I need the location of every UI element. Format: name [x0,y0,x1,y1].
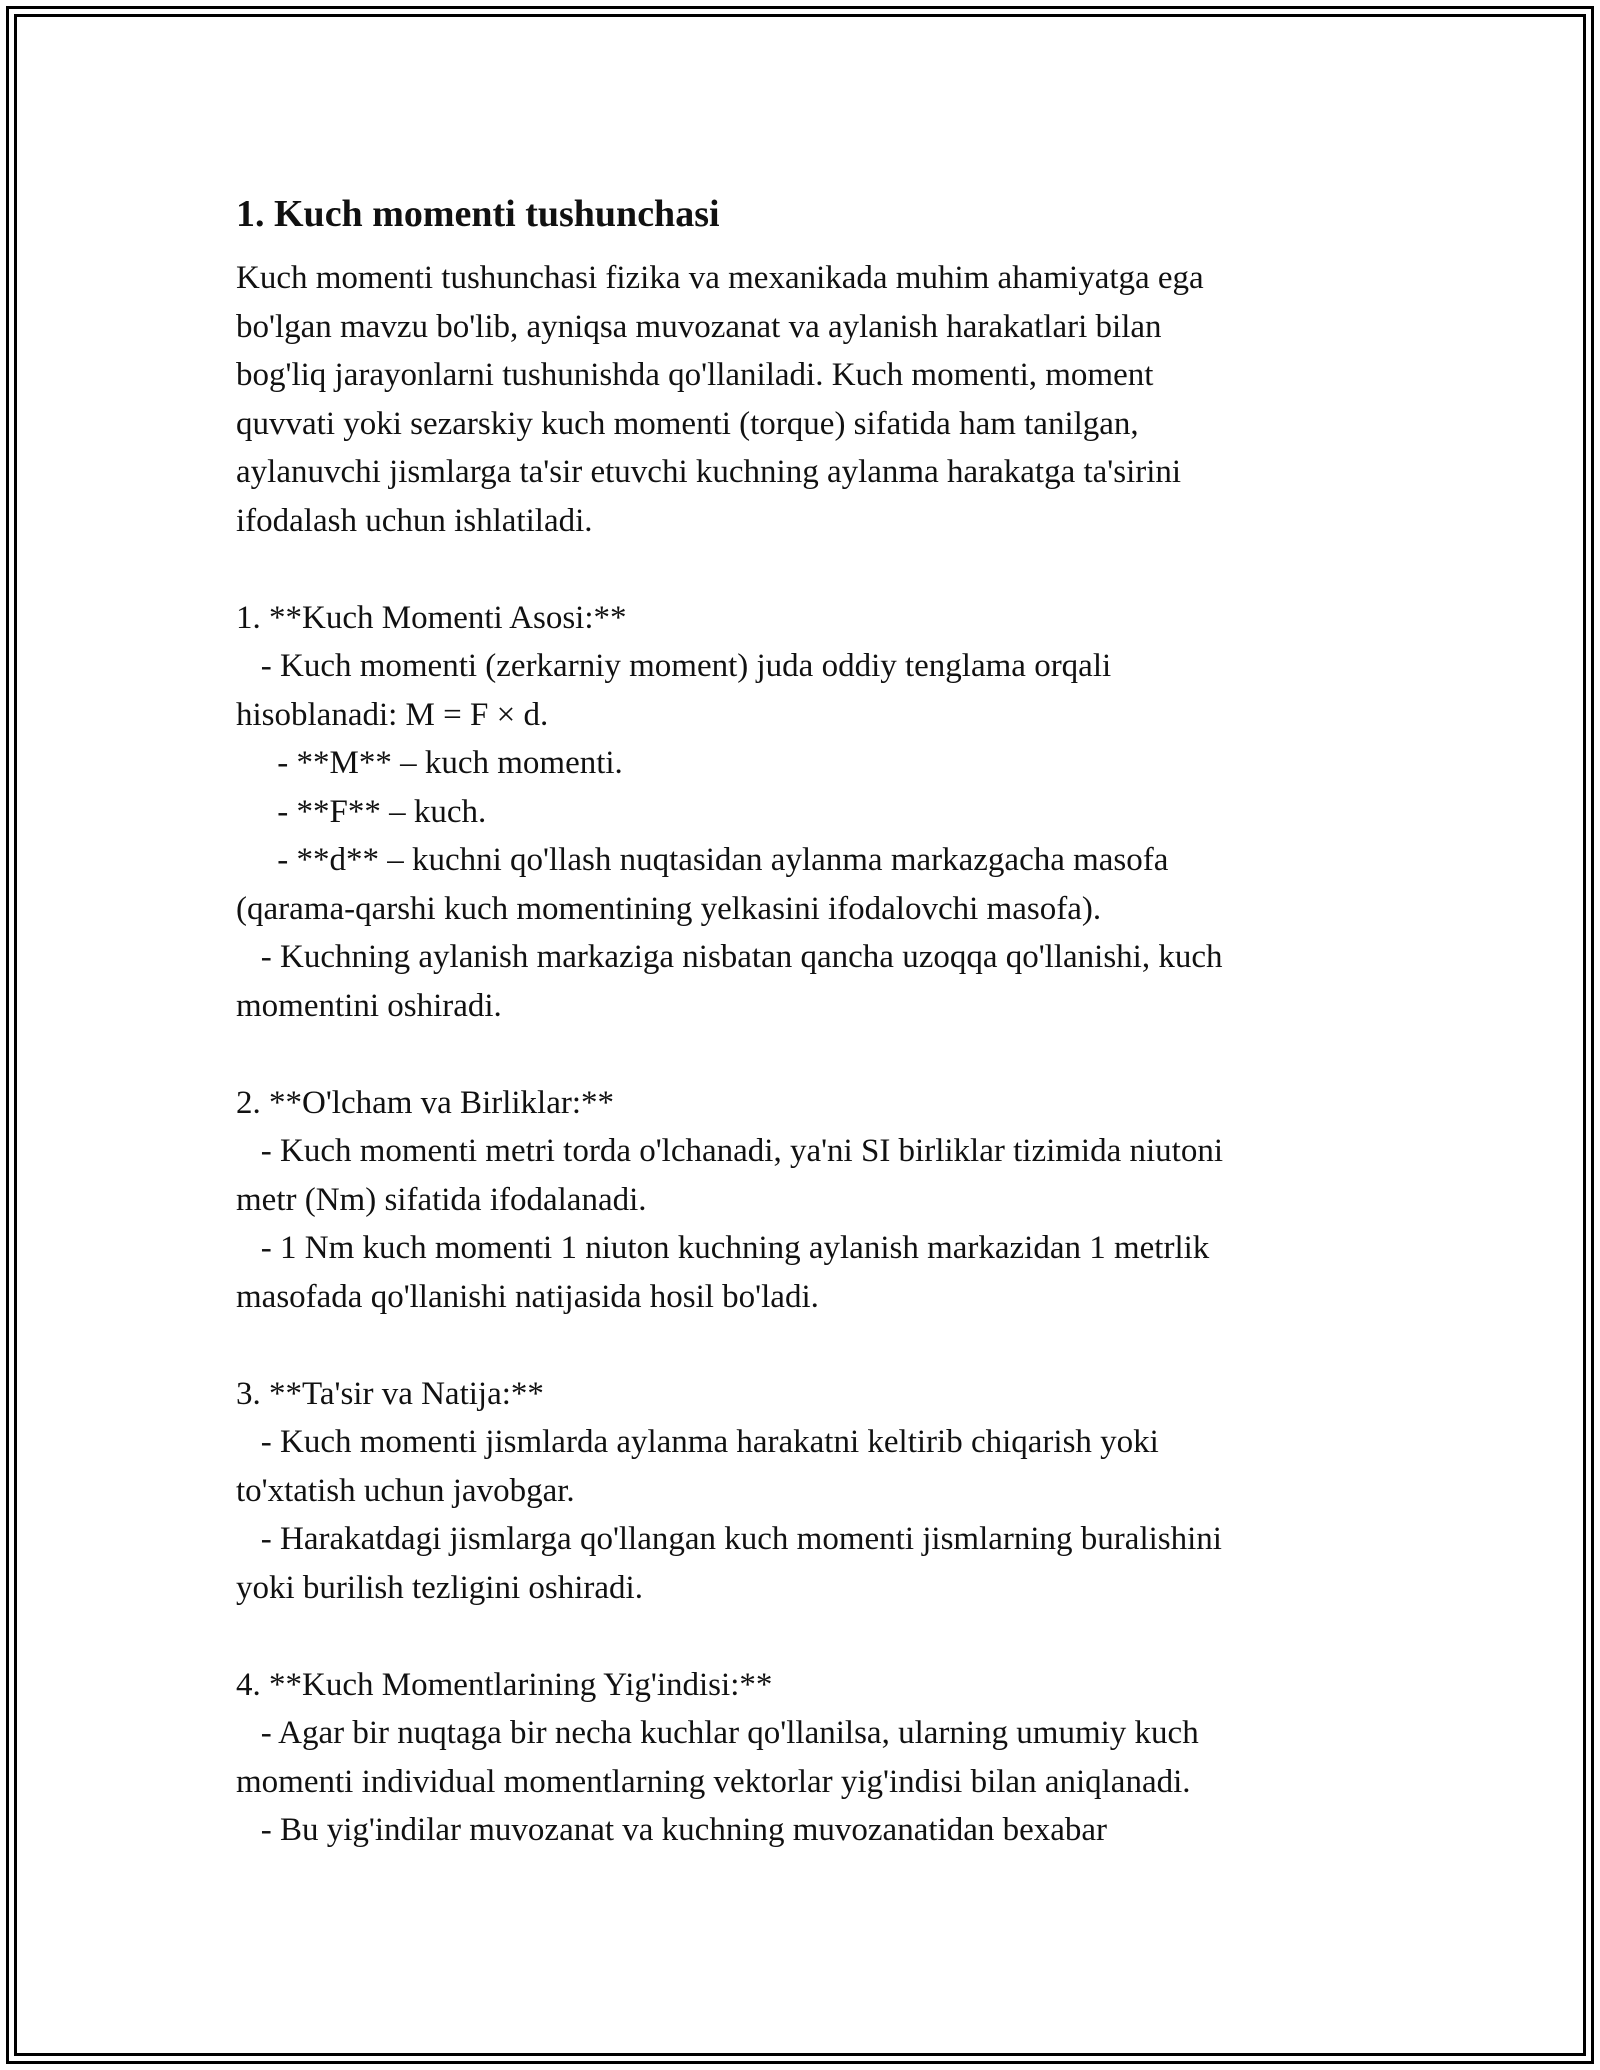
document-title: 1. Kuch momenti tushunchasi [236,193,720,235]
intro-paragraph [236,254,1376,545]
section-heading: 2. **O'lcham va Birliklar:** [236,1084,615,1121]
section-line: momentini oshiradi. [236,987,502,1024]
intro-line: Kuch momenti tushunchasi fizika va mexanikada muhim ahamiyatga ega [236,260,1204,296]
intro-line: quvvati yoki sezarskiy kuch momenti (torque) sifatida ham tanilgan, [236,405,1139,442]
section-line: (qarama-qarshi kuch momentining yelkasini ifodalovchi masofa). [236,890,1102,927]
intro-line: ifodalash uchun ishlatiladi. [236,502,593,539]
section-line: - Bu yig'indilar muvozanat va kuchning muvozanatidan bexabar [236,1812,1108,1848]
section-heading: 1. **Kuch Momenti Asosi:** [236,599,627,636]
section-olcham-va-birliklar [236,1079,1376,1322]
section-tasir-va-natija [236,1370,1376,1613]
section-line: masofada qo'llanishi natijasida hosil bo'ladi. [236,1278,819,1315]
section-line: hisoblanadi: M = F × d. [236,696,549,733]
section-heading: 3. **Ta'sir va Natija:** [236,1375,544,1412]
section-kuch-momenti-asosi [236,594,1376,1031]
section-line: - Kuch momenti metri torda o'lchanadi, ya'ni SI birliklar tizimida niutoni [236,1133,1224,1169]
section-line: metr (Nm) sifatida ifodalanadi. [236,1181,647,1218]
section-kuch-momentlarining-yigindisi [236,1661,1376,1855]
section-line: - **M** – kuch momenti. [236,745,623,781]
intro-line: bo'lgan mavzu bo'lib, ayniqsa muvozanat va aylanish harakatlari bilan [236,308,1162,345]
section-line: momenti individual momentlarning vektorlar yig'indisi bilan aniqlanadi. [236,1763,1191,1800]
section-line: - 1 Nm kuch momenti 1 niuton kuchning aylanish markazidan 1 metrlik [236,1230,1210,1266]
section-line: - Harakatdagi jismlarga qo'llangan kuch momenti jismlarning buralishini [236,1521,1222,1557]
section-line: - **d** – kuchni qo'llash nuqtasidan aylanma markazgacha masofa [236,842,1169,878]
section-line: - Agar bir nuqtaga bir necha kuchlar qo'llanilsa, ularning umumiy kuch [236,1715,1199,1751]
intro-line: bog'liq jarayonlarni tushunishda qo'llaniladi. Kuch momenti, moment [236,357,1154,393]
intro-line: aylanuvchi jismlarga ta'sir etuvchi kuchning aylanma harakatga ta'sirini [236,454,1182,490]
document-body [236,186,1376,1855]
section-heading: 4. **Kuch Momentlarining Yig'indisi:** [236,1666,773,1703]
section-line: to'xtatish uchun javobgar. [236,1472,575,1509]
section-line: - Kuchning aylanish markaziga nisbatan qancha uzoqqa qo'llanishi, kuch [236,939,1223,975]
section-line: - Kuch momenti jismlarda aylanma harakatni keltirib chiqarish yoki [236,1424,1159,1460]
section-line: yoki burilish tezligini oshiradi. [236,1569,643,1606]
section-line: - **F** – kuch. [236,793,487,830]
section-line: - Kuch momenti (zerkarniy moment) juda oddiy tenglama orqali [236,648,1112,684]
